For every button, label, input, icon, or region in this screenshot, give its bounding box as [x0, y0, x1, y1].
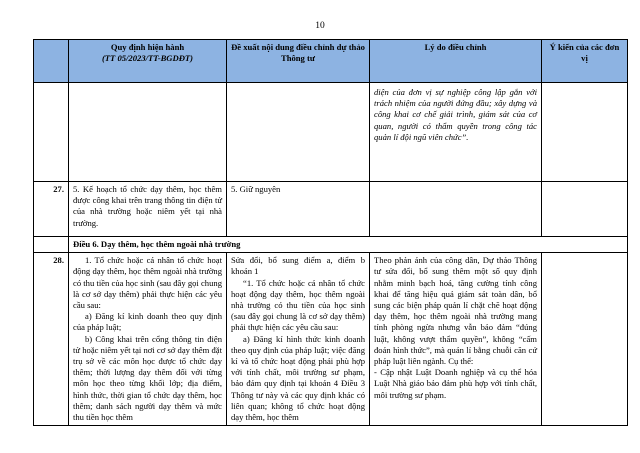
section-heading: Điều 6. Dạy thêm, học thêm ngoài nhà trường [69, 237, 628, 253]
current-paragraph: 1. Tổ chức hoặc cá nhân tổ chức hoạt động dạy thêm, học thêm ngoài nhà trường có thu tiền của học sinh (sau đây gọi chung là cơ sở dạy thêm) phải thực hiện các yêu cầu sau: [73, 255, 222, 311]
header-reason: Lý do điều chỉnh [370, 40, 542, 83]
current-paragraph: a) Đăng kí kinh doanh theo quy định của pháp luật; [73, 311, 222, 333]
row-number: 27. [34, 182, 69, 237]
reason-paragraph: Theo phản ánh của công dân, Dự thảo Thông tư sửa đổi, bổ sung thêm một số quy định nhằm minh bạch hoá, tăng cường tính công khai để tăng hiệu quả giám sát toàn dân, bổ sung các biện pháp quản lí chặt chẽ hoạt động dạy thêm, học thêm ngoài nhà trường mang tính phòng ngừa nhưng vẫn bảo đảm “đúng luật, không vượt thẩm quyền”, không “cấm đoán hình thức”, mà quản lí bằng chuỗi căn cứ pháp luật liên ngành. Cụ thể: [374, 255, 537, 367]
current-cell [69, 253, 227, 426]
table-row [34, 253, 628, 426]
header-current-regulation: Quy định hiện hành (TT 05/2023/TT-BGDĐT) [69, 40, 227, 83]
reason-cell [370, 253, 542, 426]
proposal-paragraph: “1. Tổ chức hoặc cá nhân tổ chức hoạt động dạy thêm, học thêm ngoài nhà trường có thu tiền của học sinh (sau đây gọi chung là cơ sở dạy thêm) phải thực hiện các yêu cầu sau: [231, 277, 365, 333]
row-num-cell [34, 83, 69, 182]
proposal-cell: 5. Giữ nguyên [227, 182, 370, 237]
table-row [34, 83, 628, 182]
header-current-subtitle: (TT 05/2023/TT-BGDĐT) [101, 53, 194, 63]
header-proposal: Đề xuất nội dung điều chỉnh dự thảo Thông tư [227, 40, 370, 83]
opinion-cell [542, 83, 628, 182]
proposal-cell [227, 253, 370, 426]
opinion-cell [542, 182, 628, 237]
header-num [34, 40, 69, 83]
reason-paragraph: - Cập nhật Luật Doanh nghiệp và cụ thể hóa Luật Nhà giáo bảo đảm phù hợp với tính chất, môi trường sư phạm. [374, 367, 537, 400]
row-number: 28. [34, 253, 69, 426]
table-row [34, 182, 628, 237]
reason-cell [370, 182, 542, 237]
header-opinion: Ý kiến của các đơn vị [542, 40, 628, 83]
proposal-paragraph: Sửa đổi, bổ sung điểm a, điểm b khoản 1 [231, 255, 365, 277]
row-num-cell [34, 237, 69, 253]
proposal-paragraph: a) Đăng kí hình thức kinh doanh theo quy định của pháp luật; việc đăng kí và tổ chức hoạt động phải phù hợp với tính chất, môi trường sư phạm, bảo đảm quy định tại khoản 4 Điều 3 Thông tư này và các quy định khác có liên quan; không tổ chức hoạt động dạy thêm, học thêm [231, 333, 365, 423]
table-header-row [34, 40, 628, 83]
opinion-cell [542, 253, 628, 426]
page-number: 10 [315, 21, 325, 31]
proposal-cell [227, 83, 370, 182]
reason-cell: diện của đơn vị sự nghiệp công lập gắn với trách nhiệm của người đứng đầu; xây dựng và công khai cơ chế giải trình, giám sát của cơ quan, người có thẩm quyền trong công tác quản lí đội ngũ viên chức”. [370, 83, 542, 182]
comparison-table [33, 39, 628, 426]
section-row [34, 237, 628, 253]
current-paragraph: b) Công khai trên cổng thông tin điện tử hoặc niêm yết tại nơi cơ sở dạy thêm đặt trụ sở về các môn học được tổ chức dạy thêm; thời lượng dạy thêm đối với từng môn học theo từng khối lớp; địa điểm, hình thức, thời gian tổ chức dạy thêm, học thêm; danh sách người dạy thêm và mức thu tiền học thêm [73, 333, 222, 423]
current-cell: 5. Kế hoạch tổ chức dạy thêm, học thêm được công khai trên trang thông tin điện tử của nhà trường hoặc niêm yết tại nhà trường. [69, 182, 227, 237]
current-cell [69, 83, 227, 182]
